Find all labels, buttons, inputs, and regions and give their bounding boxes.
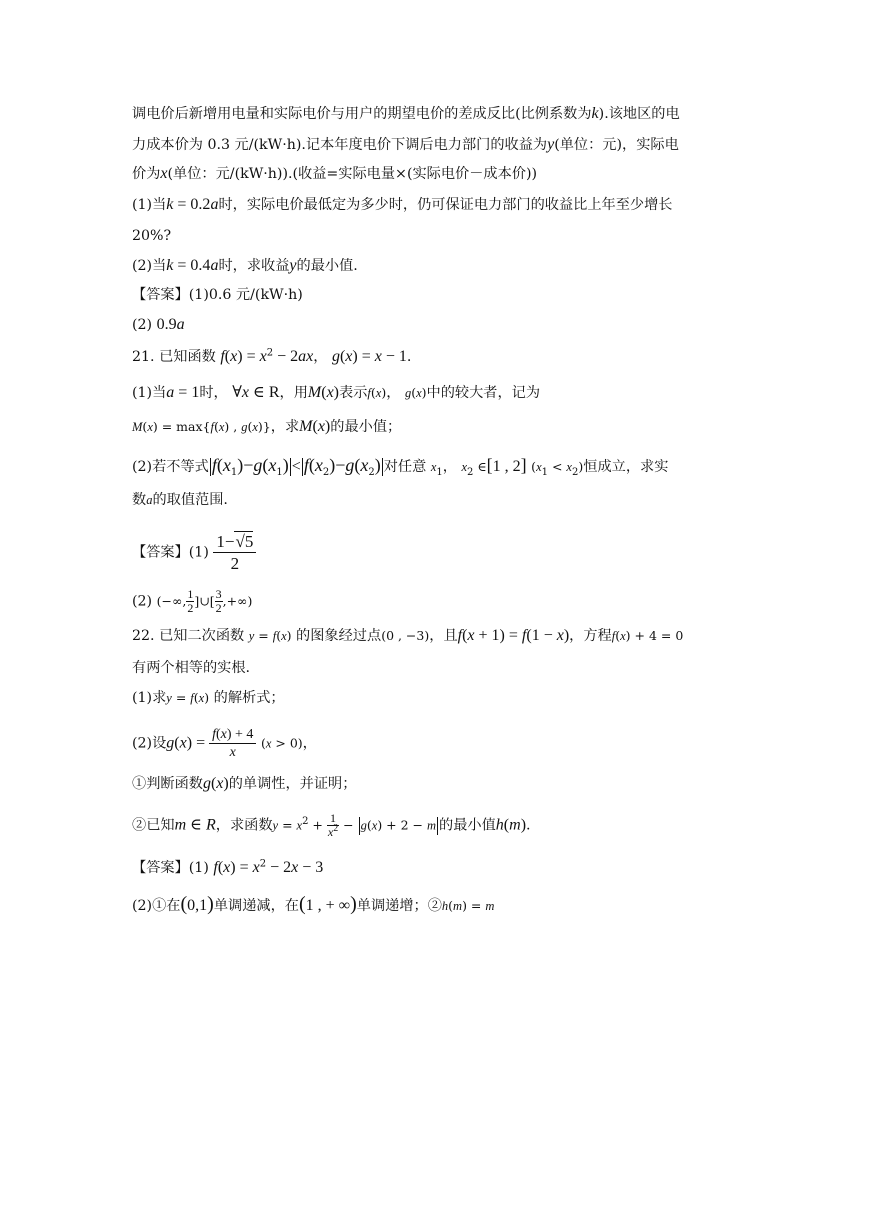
problem-22-title-cont: 有两个相等的实根. — [132, 660, 251, 676]
question-1: (1)当k = 0.2a时，实际电价最低定为多少时，仍可保证电力部门的收益比上年至少增长 — [132, 196, 673, 213]
problem-21-part1-cont: M(x) = max{f(x) , g(x)}，求M(x)的最小值； — [132, 418, 402, 435]
problem-22-part2: (2)设g(x) = $\frac{f(x) + 4}{x}$ (x > 0)， — [132, 727, 317, 760]
problem-22-circle-2: ②已知m ∈ R，求函数$y = x^2$ + $\frac{1}{x^2}$ − g(x) + 2 − m 的最小值h(m). — [132, 811, 531, 839]
answer-22-1: 【答案】(1) $f(x) = x^2 - 2x - 3$ — [132, 858, 324, 876]
text-line-3: 价为x(单位：元/(kW·h)).(收益=实际电量×(实际电价－成本价)) — [132, 165, 538, 182]
answer-20-2: (2) 0.9a — [132, 316, 185, 333]
problem-22-part1: (1)求y = f(x) 的解析式； — [132, 690, 285, 706]
text-line-2: 力成本价为 0.3 元/(kW·h).记本年度电价下调后电力部门的收益为y(单位：元)，实际电 — [132, 136, 679, 153]
problem-21-part2: (2)若不等式 $f(x_1)-g(x_1) < f(x_2)-g(x_2)$ 对任意 $x_1$， $x_2$ ∈[1 , 2] $(x_1 < x_2)$恒成立，求实 — [132, 455, 669, 478]
problem-21-title: 21. 已知函数 $f(x) = x^2 - 2ax$， g(x) = x − 1. — [132, 347, 412, 365]
text-line-1: 调电价后新增用电量和实际电价与用户的期望电价的差成反比(比例系数为k).该地区的电 — [132, 105, 680, 122]
question-2: (2)当k = 0.4a时，求收益y的最小值. — [132, 257, 358, 274]
question-1-cont: 20%? — [132, 228, 172, 244]
fraction-1-minus-sqrt5-over-2: $\frac{1-√5}{2}$ — [213, 531, 256, 574]
problem-21-part1: (1)当a = 1时， ∀x ∈ R，用M(x)表示f(x)， g(x)中的较大者，记为 — [132, 384, 541, 401]
problem-22-circle-1: ①判断函数g(x)的单调性，并证明； — [132, 775, 357, 792]
problem-22-title: 22. 已知二次函数 y = f(x) 的图象经过点(0 , −3)，且f(x + 1) = f(1 − x)，方程f(x) + 4 = 0 — [132, 627, 684, 644]
answer-21-1: 【答案】(1) $\frac{1-√5}{2}$ — [132, 531, 741, 574]
answer-20: 【答案】(1)0.6 元/(kW·h) — [132, 287, 303, 303]
problem-21-part2-cont: 数a的取值范围. — [132, 492, 228, 508]
answer-22-2: (2)①在(0,1)单调递减，在(1 , + ∞)单调递增；②h(m) = m — [132, 893, 495, 915]
answer-21-2: (2) (−∞, $\frac{1}{2}$ ]∪[ $\frac{3}{2}$ ,+∞) — [132, 587, 253, 615]
